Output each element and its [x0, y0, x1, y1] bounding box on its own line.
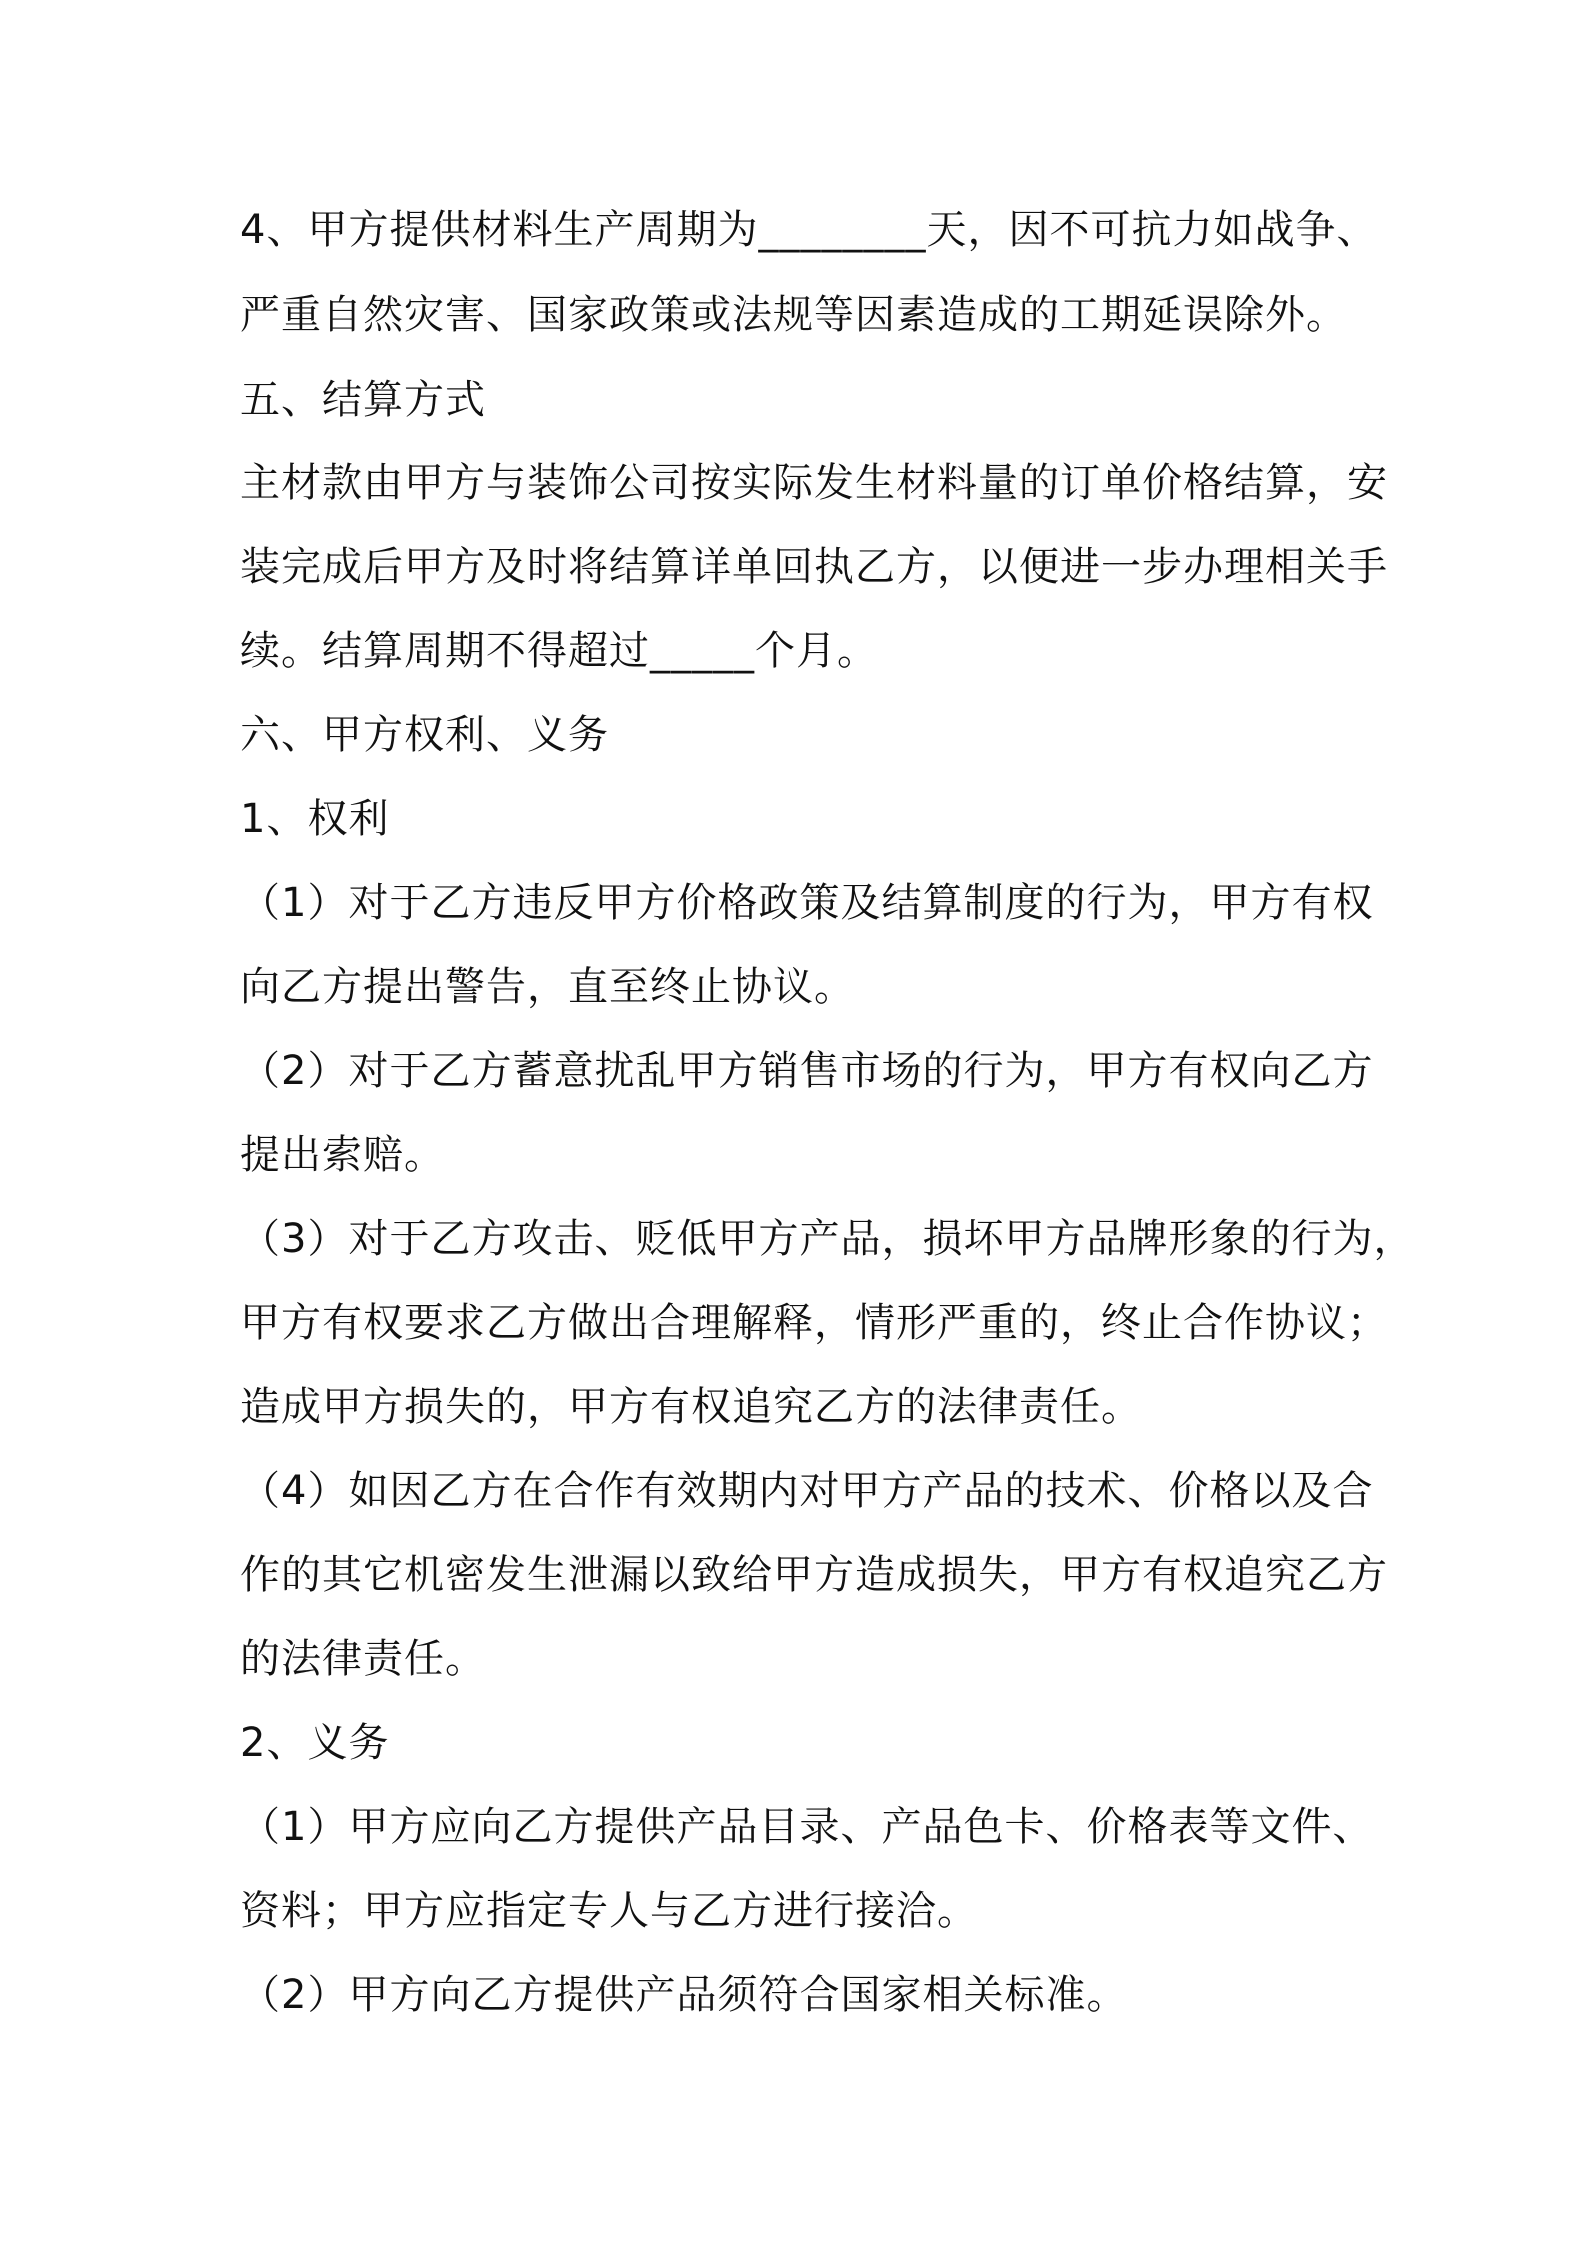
- subsection-heading: 1、权利: [240, 796, 390, 842]
- text-line: 造成甲方损失的，甲方有权追究乙方的法律责任。: [240, 1384, 1142, 1430]
- text-line: 4、甲方提供材料生产周期为________天，因不可抗力如战争、: [240, 207, 1378, 253]
- text-line: （1）甲方应向乙方提供产品目录、产品色卡、价格表等文件、: [240, 1804, 1374, 1850]
- text-line: （3）对于乙方攻击、贬低甲方产品，损坏甲方品牌形象的行为，: [240, 1216, 1415, 1262]
- text-line: 向乙方提出警告，直至终止协议。: [240, 964, 855, 1010]
- text-line: 的法律责任。: [240, 1636, 486, 1682]
- text-line: 装完成后甲方及时将结算详单回执乙方，以便进一步办理相关手: [240, 544, 1388, 590]
- text-line: 作的其它机密发生泄漏以致给甲方造成损失，甲方有权追究乙方: [240, 1552, 1388, 1598]
- section-heading: 五、结算方式: [240, 377, 486, 423]
- text-line: （2）对于乙方蓄意扰乱甲方销售市场的行为，甲方有权向乙方: [240, 1048, 1374, 1094]
- subsection-heading: 2、义务: [240, 1720, 390, 1766]
- text-line: （1）对于乙方违反甲方价格政策及结算制度的行为，甲方有权: [240, 880, 1374, 926]
- text-line: （4）如因乙方在合作有效期内对甲方产品的技术、价格以及合: [240, 1468, 1374, 1514]
- text-line: 提出索赔。: [240, 1132, 445, 1178]
- text-line: （2）甲方向乙方提供产品须符合国家相关标准。: [240, 1972, 1128, 2018]
- text-line: 主材款由甲方与装饰公司按实际发生材料量的订单价格结算，安: [240, 460, 1388, 506]
- text-line: 续。结算周期不得超过_____个月。: [240, 628, 878, 674]
- section-heading: 六、甲方权利、义务: [240, 712, 609, 758]
- text-line: 严重自然灾害、国家政策或法规等因素造成的工期延误除外。: [240, 292, 1347, 338]
- text-line: 资料；甲方应指定专人与乙方进行接洽。: [240, 1888, 978, 1934]
- text-line: 甲方有权要求乙方做出合理解释，情形严重的，终止合作协议；: [240, 1300, 1388, 1346]
